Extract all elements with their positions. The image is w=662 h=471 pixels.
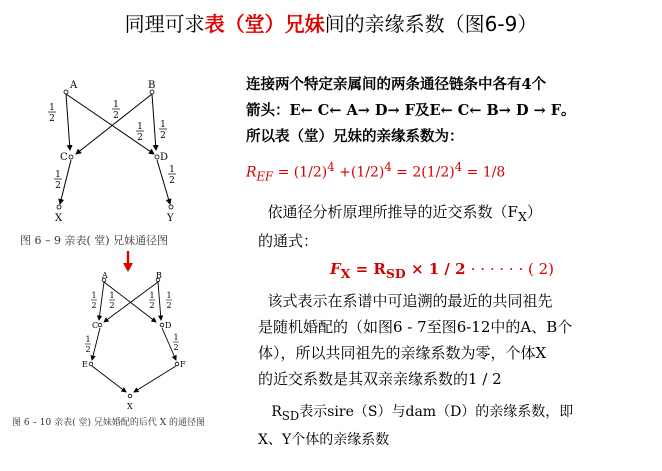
svg-text:1: 1 bbox=[109, 291, 115, 300]
svg-text:2: 2 bbox=[109, 301, 115, 310]
svg-text:2: 2 bbox=[85, 345, 91, 354]
figure-caption-2: 图 6 – 10 亲表( 堂) 兄妹婚配的后代 X 的通径图 bbox=[12, 418, 205, 428]
node-label-a: A bbox=[70, 80, 78, 91]
svg-text:1: 1 bbox=[91, 291, 97, 300]
formula-part: = 2(1/2) bbox=[391, 164, 455, 181]
para3-line-3: 体），所以共同祖先的亲缘系数为零，个体X bbox=[258, 344, 547, 362]
svg-text:1: 1 bbox=[173, 333, 179, 342]
svg-text:1: 1 bbox=[160, 120, 166, 130]
title-prefix: 同理可求 bbox=[124, 12, 205, 36]
svg-text:2: 2 bbox=[149, 301, 155, 310]
para2-text: 依通径分析原理所推导的近交系数（F bbox=[267, 203, 518, 221]
formula-r: R bbox=[246, 164, 257, 181]
svg-text:2: 2 bbox=[166, 301, 172, 310]
svg-text:2: 2 bbox=[113, 111, 119, 121]
para4-line-2: X、Y个体的亲缘系数 bbox=[258, 431, 390, 448]
fraction-label bbox=[168, 165, 176, 186]
pathway-diagram-2 bbox=[72, 272, 202, 414]
svg-text:2: 2 bbox=[169, 176, 175, 186]
node-label-f: F bbox=[180, 360, 186, 369]
formula-part: × 1 / 2 bbox=[405, 260, 471, 278]
fraction-label bbox=[54, 170, 62, 191]
svg-text:2: 2 bbox=[49, 114, 55, 124]
formula-r-sub: SD bbox=[385, 266, 406, 281]
explanation-paragraph bbox=[258, 288, 658, 392]
path-analysis-paragraph bbox=[258, 200, 658, 254]
intro-line-1: 连接两个特定亲属间的两条通径链条中各有4个 bbox=[246, 76, 547, 93]
formula-r-sub: EF bbox=[256, 169, 274, 184]
node-label-b: B bbox=[156, 272, 162, 280]
para3-line-4: 的近交系数是其双亲亲缘系数的1 / 2 bbox=[258, 370, 502, 388]
fraction-label bbox=[166, 291, 172, 310]
fraction-label bbox=[112, 100, 120, 121]
para3-line-1: 该式表示在系谱中可追溯的最近的共同祖先 bbox=[267, 292, 553, 310]
svg-text:2: 2 bbox=[137, 133, 143, 143]
para2-sub: X bbox=[517, 209, 527, 224]
node-label-e: E bbox=[82, 360, 88, 369]
fraction-label bbox=[173, 333, 179, 352]
svg-text:1: 1 bbox=[49, 103, 55, 113]
svg-text:1: 1 bbox=[113, 100, 119, 110]
formula-exp: 4 bbox=[454, 160, 463, 174]
relationship-formula bbox=[246, 160, 658, 183]
intro-line-3: 所以表（堂）兄妹的亲缘系数为： bbox=[246, 128, 464, 145]
down-arrow-icon bbox=[122, 251, 134, 273]
svg-text:1: 1 bbox=[149, 291, 155, 300]
rsd-sub: SD bbox=[281, 408, 300, 423]
svg-text:1: 1 bbox=[85, 335, 91, 344]
fraction-label bbox=[149, 291, 155, 310]
formula-number: · · · · · · ( 2) bbox=[470, 260, 554, 278]
intro-line-2: 箭头：E← C← A→ D→ F及E← C← B→ D → F。 bbox=[246, 102, 576, 119]
title-highlight: 表（堂）兄妹 bbox=[204, 12, 325, 36]
formula-part: = (1/2) bbox=[273, 164, 328, 181]
fraction-label bbox=[109, 291, 115, 310]
rsd-paragraph bbox=[258, 400, 658, 452]
node-label-d: D bbox=[160, 152, 169, 163]
edge-a-c bbox=[99, 282, 104, 320]
svg-text:2: 2 bbox=[173, 343, 179, 352]
formula-f: F bbox=[330, 260, 341, 278]
para2-text-end: ） bbox=[526, 203, 542, 221]
title-suffix: 间的亲缘系数（图6-9） bbox=[324, 12, 538, 36]
edge-a-c bbox=[66, 94, 70, 150]
node-label-y: Y bbox=[167, 213, 174, 224]
slide-title bbox=[0, 8, 662, 37]
formula-part: = 1/8 bbox=[462, 164, 506, 181]
formula-part: = R bbox=[350, 260, 386, 278]
node-label-b: B bbox=[148, 80, 156, 91]
svg-text:1: 1 bbox=[137, 122, 143, 132]
node-label-d: D bbox=[165, 321, 172, 330]
svg-text:1: 1 bbox=[169, 165, 175, 175]
edge-b-d bbox=[158, 282, 161, 320]
rsd-r: R bbox=[271, 404, 282, 420]
svg-text:1: 1 bbox=[55, 170, 61, 180]
fraction-label bbox=[159, 120, 167, 141]
node-label-x: X bbox=[127, 402, 133, 411]
edge-b-d bbox=[152, 94, 156, 150]
svg-text:1: 1 bbox=[166, 291, 172, 300]
fraction-label bbox=[85, 335, 91, 354]
para4-line-1: 表示sire（S）与dam（D）的亲缘系数，即 bbox=[299, 404, 574, 420]
edge-d-y bbox=[157, 160, 170, 204]
svg-text:2: 2 bbox=[160, 131, 166, 141]
fraction-label bbox=[91, 291, 97, 310]
formula-part: +(1/2) bbox=[334, 164, 385, 181]
para2-line-2: 的通式： bbox=[258, 232, 319, 250]
figure-caption-1: 图 6 – 9 亲表( 堂) 兄妹通径图 bbox=[20, 234, 169, 247]
edge-f-x bbox=[134, 366, 176, 392]
formula-exp: 4 bbox=[327, 160, 335, 174]
fraction-label bbox=[136, 122, 144, 143]
node-label-c: C bbox=[60, 152, 68, 163]
node-label-c: C bbox=[92, 321, 99, 330]
para3-line-2: 是随机婚配的（如图6 - 7至图6-12中的A、B个 bbox=[258, 318, 573, 336]
pathway-diagram-1 bbox=[40, 80, 220, 228]
formula-f-sub: X bbox=[340, 266, 351, 281]
svg-text:2: 2 bbox=[55, 181, 61, 191]
node-label-a: A bbox=[102, 272, 108, 280]
formula-exp: 4 bbox=[384, 160, 392, 174]
inbreeding-formula bbox=[330, 260, 660, 281]
svg-text:2: 2 bbox=[91, 301, 97, 310]
edge-e-x bbox=[92, 366, 126, 392]
edge-c-e bbox=[92, 328, 100, 360]
intro-paragraph bbox=[246, 72, 658, 150]
fraction-label bbox=[48, 103, 56, 124]
node-label-x: X bbox=[55, 213, 63, 224]
edge-c-x bbox=[60, 160, 71, 204]
